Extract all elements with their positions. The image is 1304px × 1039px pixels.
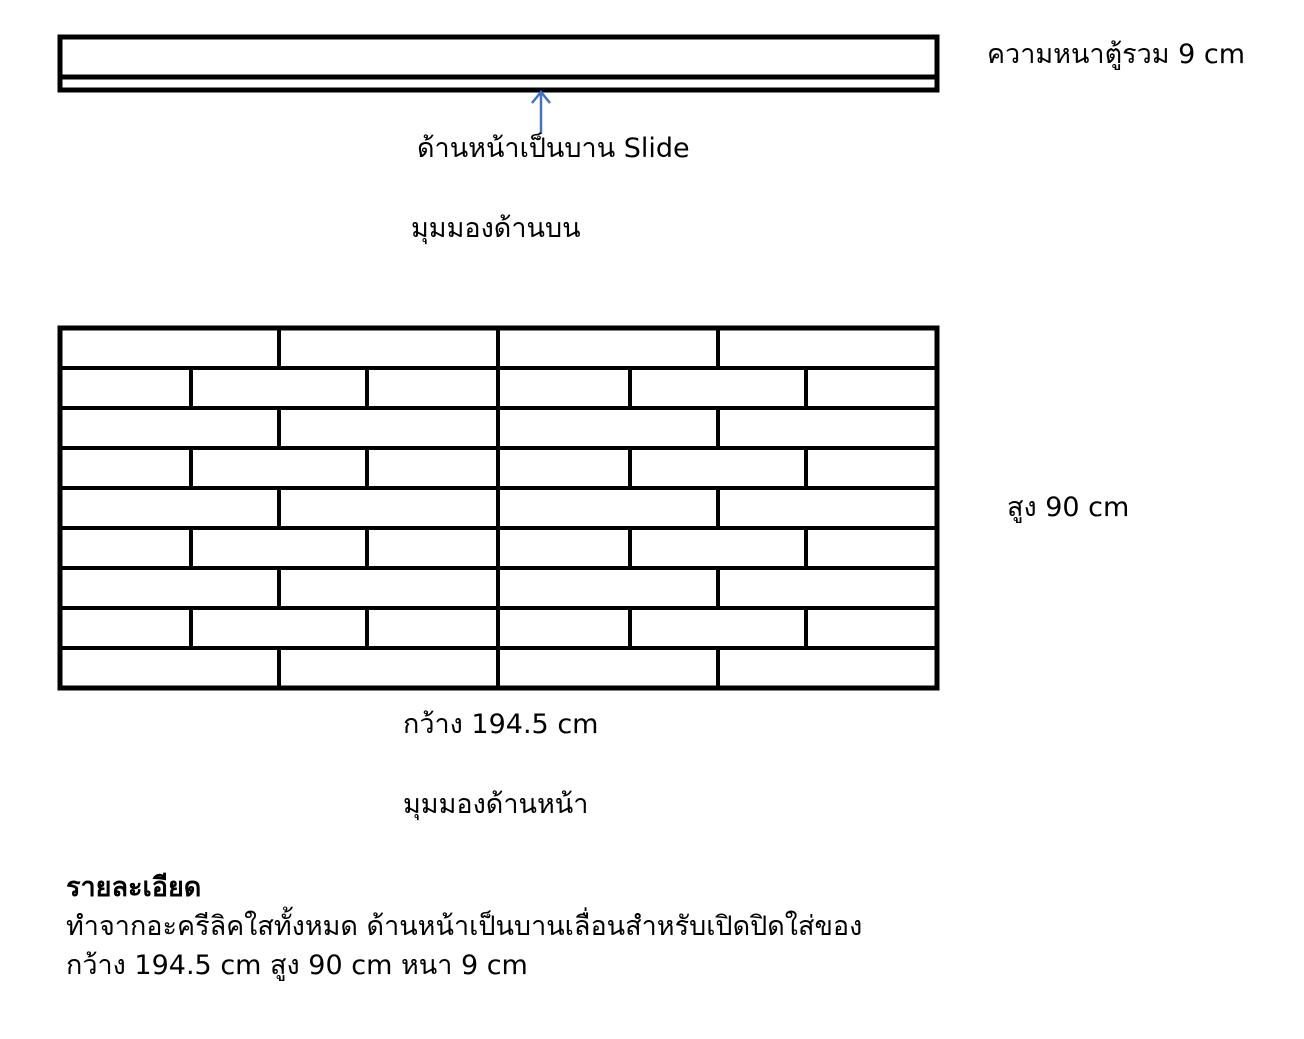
width-label: กว้าง 194.5 cm <box>403 709 599 740</box>
thickness-label: ความหนาตู้รวม 9 cm <box>987 39 1246 70</box>
brick-divider-lines <box>60 328 937 688</box>
front-slide-label: ด้านหน้าเป็นบาน Slide <box>417 133 690 164</box>
slide-pointer-arrow <box>532 92 550 134</box>
details-block <box>66 868 862 985</box>
details-line-material: ทำจากอะครีลิคใสทั้งหมด ด้านหน้าเป็นบานเลื่อนสำหรับเปิดปิดใส่ของ <box>66 911 863 942</box>
details-line-dimensions: กว้าง 194.5 cm สูง 90 cm หนา 9 cm <box>66 950 528 981</box>
top-view-drawing <box>60 37 937 90</box>
front-view-drawing <box>60 328 937 688</box>
details-heading: รายละเอียด <box>66 872 202 903</box>
height-label: สูง 90 cm <box>1007 492 1130 523</box>
top-view-title: มุมมองด้านบน <box>411 213 581 244</box>
top-view-outline <box>60 37 937 90</box>
front-view-title: มุมมองด้านหน้า <box>403 789 589 820</box>
